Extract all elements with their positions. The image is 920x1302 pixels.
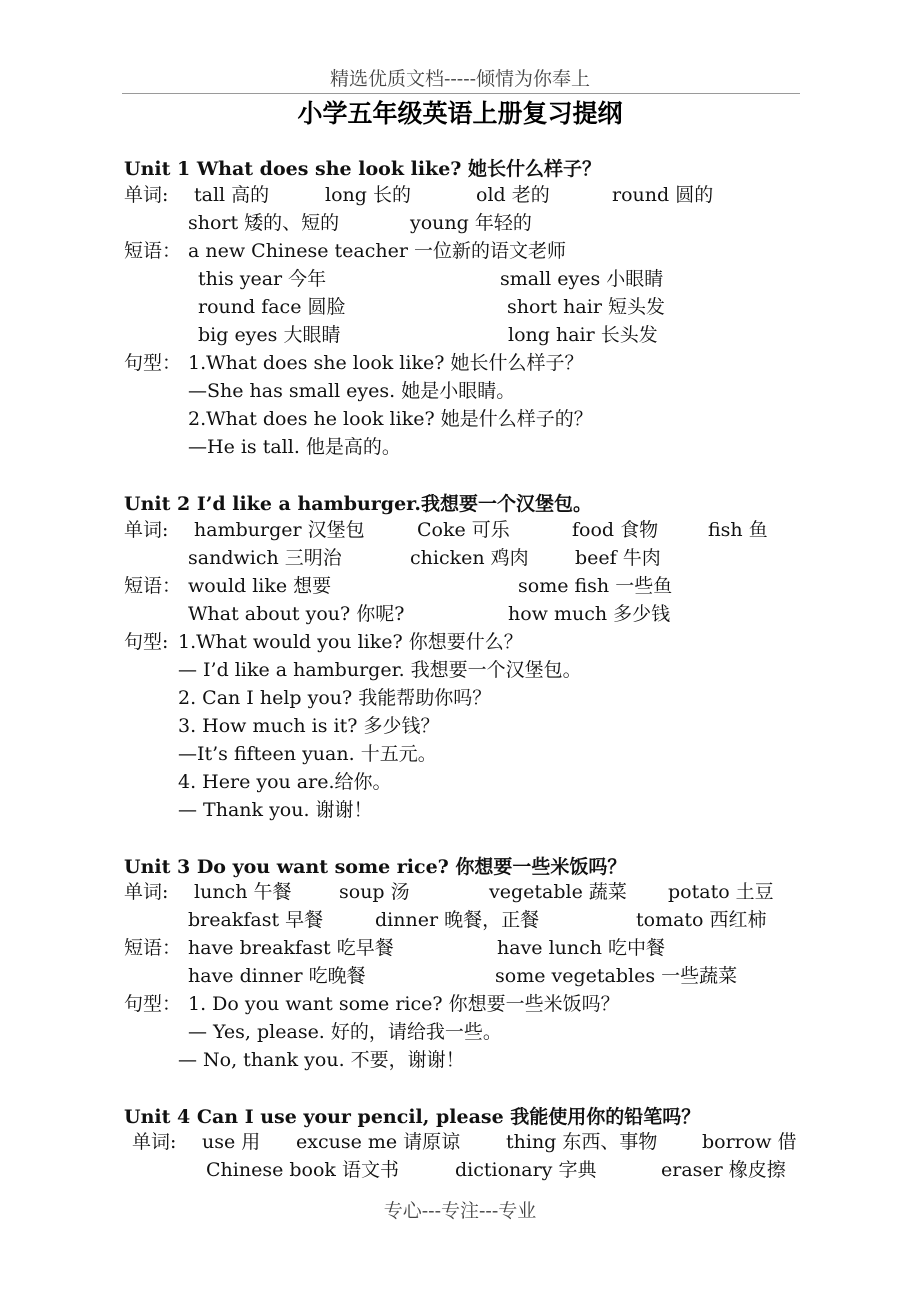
unit-2-sentences-label: 句型: bbox=[124, 631, 169, 653]
document-title: 小学五年级英语上册复习提纲 bbox=[297, 99, 623, 128]
unit-1-phrase: big eyes 大眼睛 bbox=[198, 324, 341, 346]
page-header: 精选优质文档-----倾情为你奉上 bbox=[329, 68, 591, 90]
unit-3-phrase: have lunch 吃中餐 bbox=[497, 937, 666, 959]
unit-1-phrase: round face 圆脸 bbox=[198, 296, 346, 318]
unit-2-word: Coke 可乐 bbox=[417, 519, 510, 541]
unit-2-word: hamburger 汉堡包 bbox=[194, 519, 365, 541]
page-footer: 专心---专注---专业 bbox=[383, 1200, 537, 1222]
unit-1-word: old 老的 bbox=[476, 184, 550, 206]
unit-2-word: chicken 鸡肉 bbox=[410, 547, 529, 569]
unit-1-sentence: 1.What does she look like? 她长什么样子？ bbox=[188, 352, 584, 374]
unit-1-phrase: short hair 短头发 bbox=[507, 296, 665, 318]
unit-3-sentence: 1. Do you want some rice? 你想要一些米饭吗？ bbox=[188, 993, 620, 1015]
unit-1-sentence: 2.What does he look like? 她是什么样子的？ bbox=[188, 408, 593, 430]
unit-3-word: dinner 晚餐，正餐 bbox=[375, 909, 540, 931]
unit-1-phrases-label: 短语： bbox=[124, 240, 182, 262]
unit-2-phrases-label: 短语： bbox=[124, 575, 182, 597]
unit-3-word: breakfast 早餐 bbox=[188, 909, 324, 931]
unit-3-words-label: 单词: bbox=[124, 881, 169, 903]
unit-4-heading: Unit 4 Can I use your pencil, please 我能使用你的铅笔吗？ bbox=[124, 1106, 701, 1128]
unit-2-word: food 食物 bbox=[572, 519, 659, 541]
unit-2-words-label: 单词: bbox=[124, 519, 169, 541]
unit-2-sentence: 1.What would you like? 你想要什么？ bbox=[178, 631, 523, 653]
unit-1-word: young 年轻的 bbox=[410, 212, 532, 234]
unit-3-heading: Unit 3 Do you want some rice? 你想要一些米饭吗？ bbox=[124, 856, 627, 878]
unit-2-sentence: — Thank you. 谢谢！ bbox=[178, 799, 373, 821]
unit-2-phrase: What about you? 你呢? bbox=[188, 603, 405, 625]
unit-3-phrases-label: 短语： bbox=[124, 937, 182, 959]
unit-1-sentence: —He is tall. 他是高的。 bbox=[188, 436, 401, 458]
unit-4-word: thing 东西、事物 bbox=[506, 1131, 658, 1153]
unit-3-sentence: — No, thank you. 不要，谢谢！ bbox=[178, 1049, 465, 1071]
unit-3-phrase: have breakfast 吃早餐 bbox=[188, 937, 394, 959]
unit-4-word: eraser 橡皮擦 bbox=[661, 1159, 786, 1181]
unit-1-word: long 长的 bbox=[325, 184, 411, 206]
unit-3-phrase: some vegetables 一些蔬菜 bbox=[495, 965, 738, 987]
unit-1-words-label: 单词: bbox=[124, 184, 169, 206]
unit-2-phrase: would like 想要 bbox=[188, 575, 332, 597]
unit-3-word: vegetable 蔬菜 bbox=[489, 881, 627, 903]
unit-1-sentence: —She has small eyes. 她是小眼睛。 bbox=[188, 380, 516, 402]
unit-2-phrase: how much 多少钱 bbox=[508, 603, 671, 625]
unit-4-word: excuse me 请原谅 bbox=[296, 1131, 461, 1153]
unit-1-phrase: this year 今年 bbox=[198, 268, 327, 290]
unit-1-phrase: a new Chinese teacher 一位新的语文老师 bbox=[188, 240, 566, 262]
unit-2-phrase: some fish 一些鱼 bbox=[518, 575, 673, 597]
unit-3-word: potato 土豆 bbox=[668, 881, 774, 903]
unit-4-words-label: 单词: bbox=[132, 1131, 177, 1153]
unit-2-word: beef 牛肉 bbox=[575, 547, 661, 569]
unit-2-sentence: — I’d like a hamburger. 我想要一个汉堡包。 bbox=[178, 659, 582, 681]
unit-4-word: borrow 借 bbox=[702, 1131, 797, 1153]
unit-1-phrase: long hair 长头发 bbox=[508, 324, 658, 346]
unit-3-word: soup 汤 bbox=[339, 881, 410, 903]
unit-1-word: short 矮的、短的 bbox=[188, 212, 340, 234]
unit-2-sentence: 3. How much is it? 多少钱？ bbox=[178, 715, 440, 737]
unit-3-sentences-label: 句型： bbox=[124, 993, 182, 1015]
unit-1-sentences-label: 句型： bbox=[124, 352, 182, 374]
unit-3-phrase: have dinner 吃晚餐 bbox=[188, 965, 366, 987]
unit-2-sentence: —It’s fifteen yuan. 十五元。 bbox=[178, 743, 437, 765]
unit-2-sentence: 2. Can I help you? 我能帮助你吗？ bbox=[178, 687, 492, 709]
unit-4-word: use 用 bbox=[202, 1131, 261, 1153]
unit-1-phrase: small eyes 小眼睛 bbox=[500, 268, 664, 290]
unit-1-heading: Unit 1 What does she look like? 她长什么样子？ bbox=[124, 158, 602, 180]
unit-2-sentence: 4. Here you are.给你。 bbox=[178, 771, 392, 793]
unit-3-sentence: — Yes, please. 好的，请给我一些。 bbox=[188, 1021, 502, 1043]
unit-4-word: Chinese book 语文书 bbox=[206, 1159, 399, 1181]
unit-4-word: dictionary 字典 bbox=[455, 1159, 597, 1181]
unit-2-heading: Unit 2 I’d like a hamburger.我想要一个汉堡包。 bbox=[124, 493, 593, 515]
unit-3-word: lunch 午餐 bbox=[194, 881, 292, 903]
unit-2-word: sandwich 三明治 bbox=[188, 547, 342, 569]
unit-1-word: tall 高的 bbox=[194, 184, 270, 206]
unit-1-word: round 圆的 bbox=[612, 184, 714, 206]
unit-2-word: fish 鱼 bbox=[708, 519, 768, 541]
unit-3-word: tomato 西红柿 bbox=[636, 909, 767, 931]
